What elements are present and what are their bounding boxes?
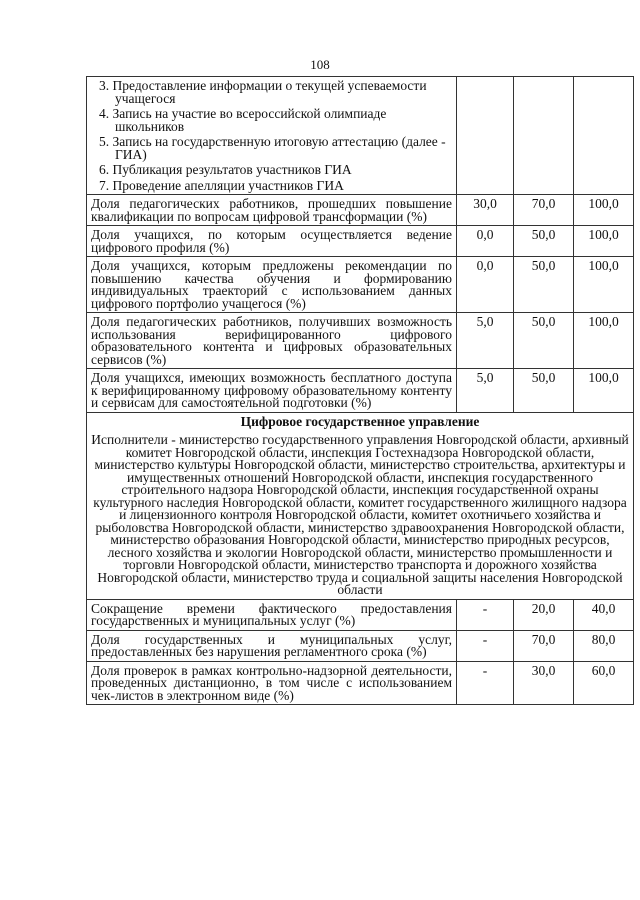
value-cell: 50,0 [514,257,574,313]
value-cell: 50,0 [514,226,574,257]
indicator-cell: Доля проверок в рамках контрольно-надзорной деятельности, проведенных дистанционно, в том числе с использованием чек-листов в электронном виде (%) [87,661,457,705]
section-title: Цифровое государственное управление [240,413,480,429]
indicators-table [86,76,634,705]
table-row [87,226,634,257]
value-cell: 100,0 [574,226,634,257]
step-item: 4. Запись на участие во всероссийской олимпиаде школьников [99,106,387,134]
steps-list [91,80,452,192]
table-row [87,661,634,705]
step-item: 6. Публикация результатов участников ГИА [99,162,352,177]
indicator-cell: Доля государственных и муниципальных услуг, предоставленных без нарушения регламентного срока (%) [87,630,457,661]
value-cell: - [457,630,514,661]
section-row [87,412,634,599]
table-row [87,599,634,630]
value-cell: 20,0 [514,599,574,630]
value-cell: 50,0 [514,313,574,369]
value-cell: 70,0 [514,195,574,226]
empty-cell [574,77,634,195]
page-number: 108 [310,57,330,72]
value-cell: 100,0 [574,257,634,313]
step-item: 3. Предоставление информации о текущей успеваемости учащегося [99,78,427,106]
table-row [87,195,634,226]
indicator-cell: Доля учащихся, которым предложены рекомендации по повышению качества обучения и формированию индивидуальных траекторий с использованием данных цифрового портфолио учащегося (%) [87,257,457,313]
step-item: 5. Запись на государственную итоговую аттестацию (далее - ГИА) [99,134,446,162]
value-cell: 0,0 [457,226,514,257]
value-cell: 50,0 [514,369,574,413]
value-cell: 80,0 [574,630,634,661]
table-row [87,630,634,661]
steps-cell [87,77,457,195]
indicator-cell: Доля педагогических работников, прошедших повышение квалификации по вопросам цифровой трансформации (%) [87,195,457,226]
empty-cell [514,77,574,195]
section-executors: Исполнители - министерство государственного управления Новгородской области, архивный комитет Новгородской области, инспекция Гостехнадзора Новгородской области, министерство культуры Новгородской области, министерство строительства, архитектуры и имущественных отношений Новгородской области, инспекция государственного строительного надзора Новгородской области, инспекция государственной охраны культурного наследия Новгородской области, комитет государственного жилищного надзора и лицензионного контроля Новгородской области, комитет охотничьего хозяйства и рыболовства Новгородской области, министерство здравоохранения Новгородской области, министерство образования Новгородской области, министерство природных ресурсов, лесного хозяйства и экологии Новгородской области, министерство промышленности и торговли Новгородской области, министерство транспорта и дорожного хозяйства Новгородской области, министерство труда и социальной защиты населения Новгородской области [91,432,629,597]
empty-cell [457,77,514,195]
value-cell: 100,0 [574,369,634,413]
value-cell: 60,0 [574,661,634,705]
steps-row [87,77,634,195]
indicator-cell: Сокращение времени фактического предоставления государственных и муниципальных услуг (%) [87,599,457,630]
value-cell: 5,0 [457,369,514,413]
indicator-cell: Доля педагогических работников, получивших возможность использования верифицированного цифрового образовательного контента и цифровых образовательных сервисов (%) [87,313,457,369]
step-item: 7. Проведение апелляции участников ГИА [99,177,344,193]
value-cell: 30,0 [514,661,574,705]
indicator-cell: Доля учащихся, по которым осуществляется ведение цифрового профиля (%) [87,226,457,257]
value-cell: 70,0 [514,630,574,661]
value-cell: 100,0 [574,313,634,369]
value-cell: 40,0 [574,599,634,630]
section-cell [87,412,634,599]
value-cell: 30,0 [457,195,514,226]
value-cell: 5,0 [457,313,514,369]
table-row [87,257,634,313]
value-cell: 0,0 [457,257,514,313]
value-cell: 100,0 [574,195,634,226]
indicator-cell: Доля учащихся, имеющих возможность бесплатного доступа к верифицированному цифровому образовательному контенту и сервисам для самостоятельной подготовки (%) [87,369,457,413]
table-row [87,369,634,413]
value-cell: - [457,661,514,705]
value-cell: - [457,599,514,630]
table-row [87,313,634,369]
